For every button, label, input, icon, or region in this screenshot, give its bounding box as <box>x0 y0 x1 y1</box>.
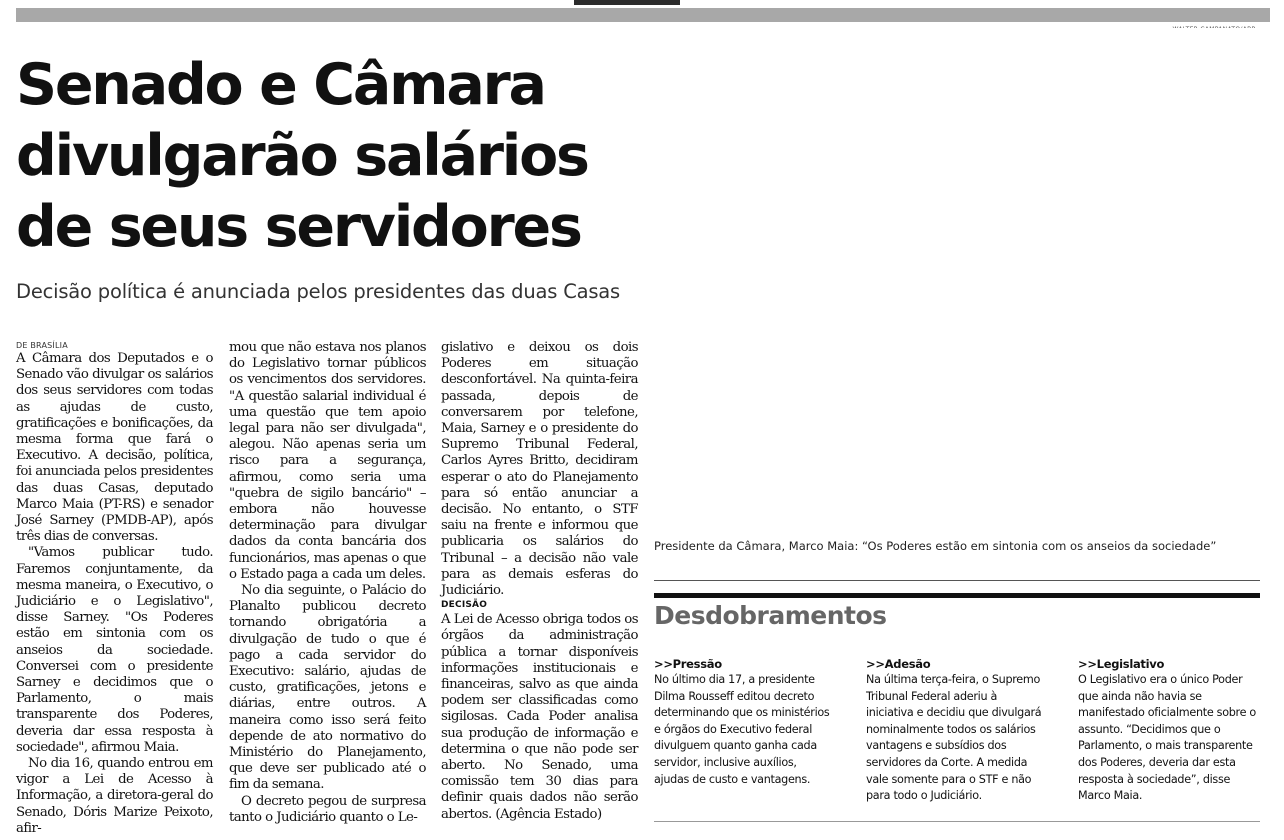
bottom-rule <box>654 821 1260 822</box>
sidebar-item-text: O Legislativo era o único Poder que ainda não havia se manifestado oficialmente sobre o assunto. “Decidimos que o Parlamento, o mais transparente dos Poderes, deveria dar esta resposta à sociedade”, disse Marco Maia. <box>1078 673 1256 803</box>
sidebar-item-heading: >>Adesão <box>866 657 931 671</box>
divider <box>654 580 1260 581</box>
sidebar-item-pressao <box>654 656 834 788</box>
sidebar-item-adesao <box>866 656 1046 805</box>
article-column-2 <box>229 340 426 826</box>
article-column-1 <box>16 340 213 837</box>
sidebar-item-heading: >>Legislativo <box>1078 657 1165 671</box>
headline-line: Senado e Câmara <box>16 52 545 118</box>
article-column-3 <box>441 340 638 823</box>
headline-line: divulgarão salários <box>16 123 588 189</box>
sidebar-title: Desdobramentos <box>654 601 887 630</box>
paragraph: A Lei de Acesso obriga todos os órgãos da administração pública a tornar disponíveis informações institucionais e financeiras, salvo as que ainda podem ser classificadas como sigilosas. Cada Poder analisa sua produção de informação e determina o que não pode ser aberto. No Senado, uma comissão tem 30 dias para definir quais dados não serão abertos. (Agência Estado) <box>441 612 638 822</box>
sidebar-top-rule <box>654 593 1260 598</box>
sidebar-item-text: No último dia 17, a presidente Dilma Rousseff editou decreto determinando que os ministérios e órgãos do Executivo federal divulguem quanto ganha cada servidor, inclusive auxílios, ajudas de custo e vantagens. <box>654 673 830 786</box>
paragraph: No dia seguinte, o Palácio do Planalto publicou decreto tornando obrigatória a divulgação de tudo o que é pago a cada servidor do Executivo: salário, ajudas de custo, gratificações, jetons e diárias, entre outros. A maneira como isso será feito depende de ato normativo do Ministério do Planejamento, que deve ser publicado até o fim da semana. <box>229 583 426 793</box>
headline <box>16 50 626 263</box>
paragraph: "Vamos publicar tudo. Faremos conjuntamente, da mesma maneira, o Executivo, o Judiciário e o Legislativo", disse Sarney. "Os Poderes estão em sintonia com os anseios da sociedade. Conversei com o presidente Sarney e decidimos que o Parlamento, o mais transparente dos Poderes, deveria dar essa resposta à sociedade", afirmou Maia. <box>16 545 213 755</box>
article-photo <box>654 28 1260 528</box>
sidebar-item-legislativo <box>1078 656 1258 805</box>
subtitle: Decisão política é anunciada pelos presidentes das duas Casas <box>16 280 621 303</box>
top-gray-bar <box>16 8 1270 22</box>
photo-caption: Presidente da Câmara, Marco Maia: “Os Poderes estão em sintonia com os anseios da sociedade” <box>654 539 1217 553</box>
sidebar-item-text: Na última terça-feira, o Supremo Tribunal Federal aderiu à iniciativa e decidiu que divulgará nominalmente todos os salários vantagens e subsídios dos servidores da Corte. A medida vale somente para o STF e não para todo o Judiciário. <box>866 673 1042 803</box>
paragraph: A Câmara dos Deputados e o Senado vão divulgar os salários dos seus servidores com todas as ajudas de custo, gratificações e bonificações, da mesma forma que fará o Executivo. A decisão, política, foi anunciada pelos presidentes das duas Casas, deputado Marco Maia (PT-RS) e senador José Sarney (PMDB-AP), após três dias de conversas. <box>16 351 213 545</box>
sidebar-item-heading: >>Pressão <box>654 657 722 671</box>
top-photo-strip <box>574 0 680 5</box>
paragraph: mou que não estava nos planos do Legislativo tornar públicos os vencimentos dos servidores. "A questão salarial individual é uma questão que tem apoio legal para não ser divulgada", alegou. Não apenas seria um risco para a segurança, afirmou, como seria uma "quebra de sigilo bancário" – embora não houvesse determinação para divulgar dados da conta bancária dos funcionários, mas apenas o que o Estado paga a cada um deles. <box>229 340 426 582</box>
paragraph: gislativo e deixou os dois Poderes em situação desconfortável. Na quinta-feira passada, depois de conversarem por telefone, Maia, Sarney e o presidente do Supremo Tribunal Federal, Carlos Ayres Britto, decidiram esperar o ato do Planejamento para só então anunciar a decisão. No entanto, o STF saiu na frente e informou que publicaria os salários do Tribunal – a decisão não vale para as demais esferas do Judiciário. <box>441 340 638 599</box>
paragraph: No dia 16, quando entrou em vigor a Lei de Acesso à Informação, a diretora-geral do Senado, Dóris Marize Peixoto, afir- <box>16 756 213 836</box>
dateline: DE BRASÍLIA <box>16 341 68 350</box>
section-label: DECISÃO <box>441 600 488 611</box>
headline-line: de seus servidores <box>16 194 581 260</box>
paragraph: O decreto pegou de surpresa tanto o Judiciário quanto o Le- <box>229 793 426 825</box>
